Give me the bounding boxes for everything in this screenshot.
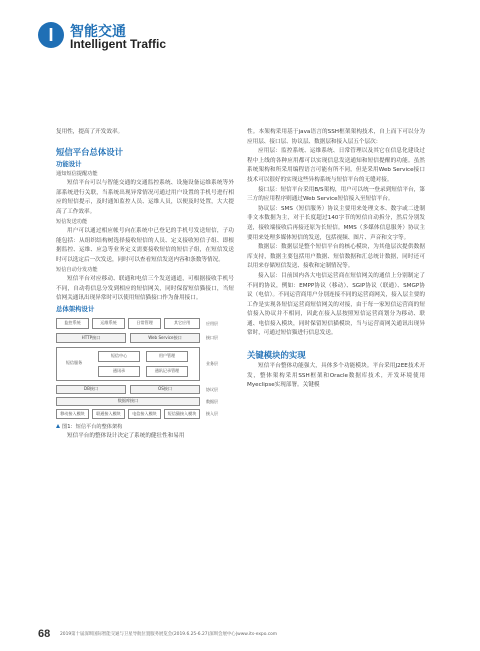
diagram-layer-access: 接入层 [206,411,218,417]
diagram-user-mgmt: 用户管理 [146,351,188,362]
figure-caption-text: 图1：短信平台的整体架构 [62,423,123,430]
paragraph-framework: 性。本架构采用基于java语言的SSH框架架构技术，自上而下可以分为应用层、接口层、协议层、数据层和接入层五个层次： [247,129,425,145]
paragraph-app-layer: 应用层：监控系统、运维系统、日常管理以及其它在信息化建设过程中上线的各种应用都可以实现信息发送通知和短信提醒的功能。虽然系统架构和所采用编程语言可能有所不同，但是采用Web Service接口技术可以很好的实现这些异构系统与短信平台的无缝对接。 [247,148,425,183]
diagram-sms-center: 短信中心 [98,351,140,362]
diagram-app-ops: 运维系统 [92,318,125,329]
architecture-diagram [56,316,234,419]
section-title-en: Intelligent Traffic [70,37,167,51]
diagram-comm-records: 通讯记录管理 [146,366,188,377]
left-column [56,128,234,442]
figure-caption [56,422,234,432]
paragraph-access-layer: 接入层：目前国内各大电信运营商在短信网关的通信上分别制定了不同的协议，例如：EMPP协议（移动）、SGIP协议（联通）、SMGP协议（电信）。不同运营商用户分别连接不同的运营商网关，接入层主要的工作是实现各短信运营商短信网关的对接，由于每一家短信运营商的短信接入协议并不相同，因此在接入层按照短信运营商划分为移动、联通、电信接入模块，同时保留短信猫模块，当与运营商网关通讯出现异常时，可通过短信猫进行信息发送。 [247,272,425,337]
heading-alert-function: 通知短信提醒功能 [56,170,98,177]
journal-header [0,0,480,80]
diagram-os-interface: OS接口 [130,385,200,394]
right-column [247,128,425,391]
diagram-modem-access: 短信猫接入模块 [164,409,200,419]
footer-expo-text: 2019第十届深圳国际智能交通与卫星导航位置服务展览会(2019.6.25-6.27)深圳会展中心|www.its-expo.com [60,632,278,637]
paragraph-key-modules: 短信平台整体功能强大，具体多个功能模块。平台采用J2EE技术开发，整体架构采用SSH框架和Oracle数据库技术，开发环境使用Myeclipse实现部署。关键模 [247,363,425,389]
section-title-cn: 智能交通 [70,24,126,40]
section-heading-key-modules: 关键模块的实现 [247,350,306,361]
section-logo-icon: I [38,22,64,48]
caption-triangle-icon [56,424,60,428]
diagram-telecom-access: 电信接入模块 [128,409,161,419]
diagram-http-interface: HTTP接口 [56,333,126,343]
heading-auto-dispatch: 短信自动分发功能 [56,266,98,273]
diagram-layer-business: 业务层 [206,361,218,367]
diagram-app-daily: 日常管理 [128,318,161,329]
page-number: 68 [38,628,51,640]
heading-send-function: 短信发送功能 [56,218,88,225]
intro-paragraph: 复用性，提高了开发效率。 [56,129,124,135]
paragraph-data-layer: 数据层：数据层是整个短信平台的核心模块，为其他层次提供数据库支持，数据主要包括用户数据、短信数据和汇总统计数据，同时还可以用来存储短信发送、接收和定制情况等。 [247,244,425,270]
diagram-db-interface: DB接口 [56,385,126,394]
diagram-webservice-interface: Web Service接口 [130,333,200,343]
diagram-unicom-access: 联通接入模块 [92,409,125,419]
paragraph-architecture: 短信平台的整体设计决定了系统的健壮性和易用 [67,432,185,439]
subheading-architecture: 总体架构设计 [56,304,95,313]
diagram-layer-app: 应用层 [206,320,218,326]
section-heading-overall-design: 短信平台总体设计 [56,146,123,157]
paragraph-alert: 短信平台可以与智能交通的交通监控系统、设施设备运维系统等外部系统进行关联，当系统出现异常情况可通过用户设置的手机号进行相应的短信提示，及时通知监控人员、运维人员，以便及时处置，大大提高了工作效率。 [56,180,234,215]
diagram-layer-protocol: 协议层 [206,386,218,392]
diagram-address-book: 通讯录 [98,366,140,377]
diagram-app-other: 其它应用 [164,318,200,329]
paragraph-interface-layer: 接口层：短信平台采用B/S架构，用户可以统一登录到短信平台，第三方的应用程序则通过Web Service短信接入至短信平台。 [247,186,425,203]
diagram-layer-data: 数据层 [206,398,218,404]
diagram-app-monitor: 监控系统 [56,318,89,329]
diagram-core-label: 短信服务 [65,359,83,365]
paragraph-send: 用户可以通过相应帐号向在系统中已登记的手机号发送短信，子功能包括：从组织结构树选择接收短信的人员、定义接收短信子组、即根据监控、运维、应急等业务定义需要接收短信的短信子组，在短信发送时可以选定后一次发送，同时可以查看短信发送内容和条数等情况。 [56,228,234,263]
paragraph-auto-dispatch: 短信平台对应移动、联通和电信三个发送通道，可根据接收手机号不同，自动将信息分发到相应的短信网关，同时保留短信猫接口，当短信网关通讯出现异常时可以使用短信猫接口作为备用接口。 [56,276,234,302]
paragraph-protocol-layer: 协议层：SMS（短信服务）协议主要用来处理文本、数字或二进制非文本数据为主，对于长度超过140字节的短信自动拆分，然后分别发送，接收端接收后再接还原为长短信。MMS（多媒体信息服务）协议主要用来处理多媒体短信的发送，包括视频、图片、声音和文字等。 [247,205,425,241]
diagram-database-interface: 数据库接口 [56,397,200,406]
diagram-layer-interface: 接口层 [206,335,218,341]
diagram-mobile-access: 移动接入模块 [56,409,89,419]
subheading-function-design: 功能设计 [56,159,82,168]
